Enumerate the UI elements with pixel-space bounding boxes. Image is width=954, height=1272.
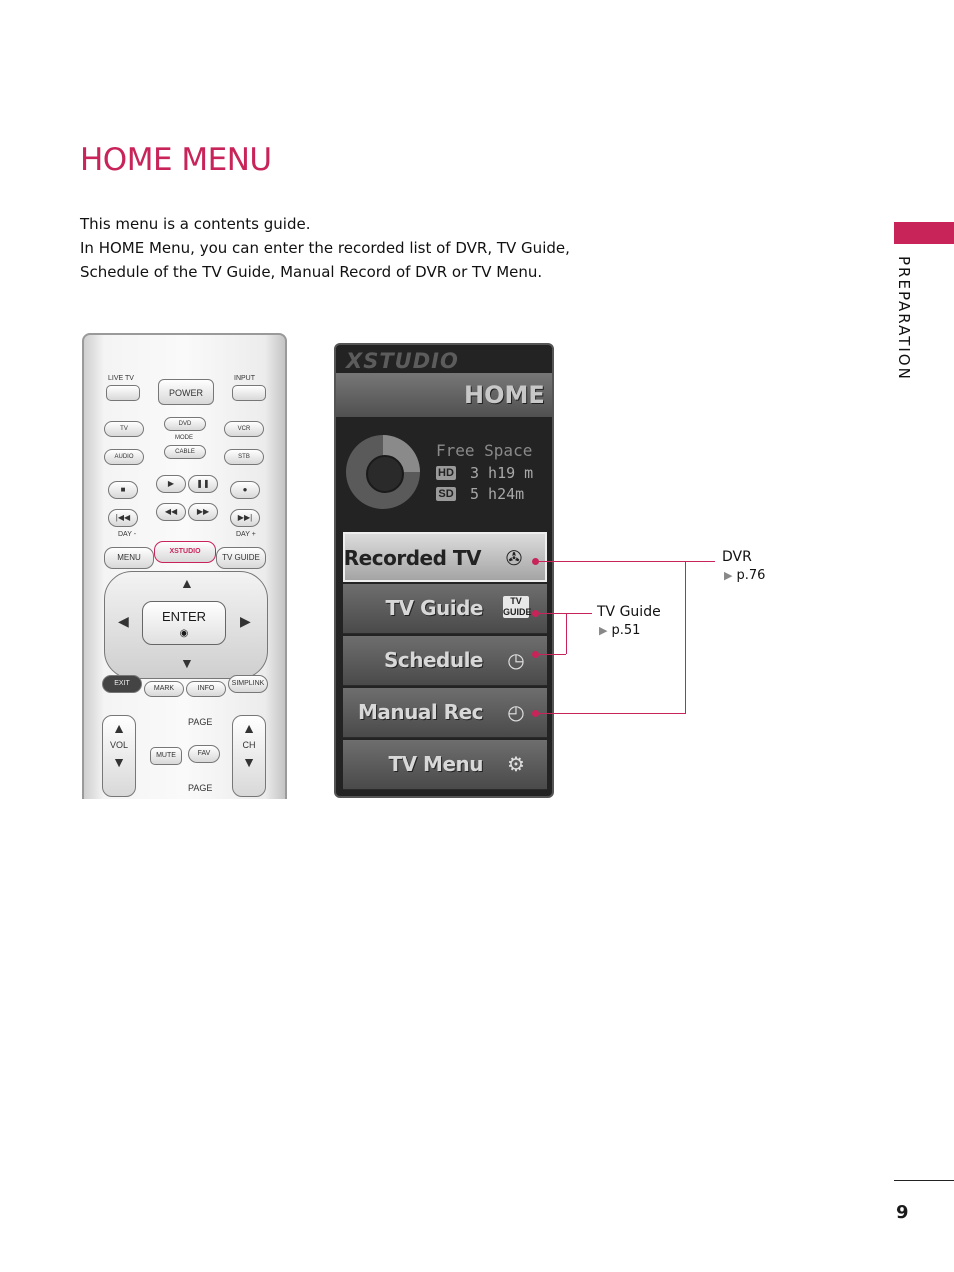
free-space-label: Free Space [436, 441, 533, 460]
volume-down-icon: ▼ [112, 754, 126, 770]
callout-line [536, 713, 685, 714]
stop-icon: ■ [108, 481, 138, 499]
intro-line-2: In HOME Menu, you can enter the recorded list of DVR, TV Guide, [80, 239, 570, 257]
skip-back-icon: |◀◀ [108, 509, 138, 527]
hd-remaining-time: 3 h19 m [470, 464, 534, 482]
rewind-icon: ◀◀ [156, 503, 186, 521]
triangle-right-icon: ▶ [724, 569, 733, 582]
menu-item-recorded-tv[interactable] [343, 532, 547, 582]
channel-up-icon: ▲ [242, 720, 256, 736]
volume-up-icon: ▲ [112, 720, 126, 736]
callout-line [536, 561, 685, 562]
dvr-ref-text: p.76 [736, 568, 766, 583]
power-button: POWER [158, 379, 214, 405]
menu-item-label: TV Guide [385, 596, 483, 620]
vol-label: VOL [109, 740, 128, 750]
tv-mode-button: TV [104, 421, 144, 437]
menu-item-label: Recorded TV [343, 546, 481, 570]
intro-line-1: This menu is a contents guide. [80, 215, 311, 233]
enter-label: ENTER [161, 609, 207, 624]
stb-mode-button: STB [224, 449, 264, 465]
intro-line-3: Schedule of the TV Guide, Manual Record of DVR or TV Menu. [80, 263, 543, 281]
arrow-up-icon: ▲ [180, 575, 194, 591]
input-label: INPUT [234, 375, 255, 382]
vcr-mode-button: VCR [224, 421, 264, 437]
mode-label: MODE [175, 435, 193, 441]
callout-line [685, 561, 686, 714]
channel-down-icon: ▼ [242, 754, 256, 770]
tv-guide-callout-label: TV Guide [597, 604, 661, 620]
arrow-right-icon: ▶ [240, 613, 251, 629]
live-tv-button [106, 385, 140, 401]
section-tab [894, 222, 954, 244]
mute-button: MUTE [150, 747, 182, 765]
tv-guide-ref-text: p.51 [611, 623, 641, 638]
mark-button: MARK [144, 681, 184, 697]
record-icon: ● [230, 481, 260, 499]
ch-label: CH [242, 740, 256, 750]
remote-control-illustration [82, 333, 287, 799]
callout-dot-schedule [532, 651, 539, 658]
exit-button: EXIT [102, 675, 142, 693]
day-minus-label: DAY - [118, 531, 137, 538]
dvr-callout-label: DVR [722, 549, 752, 565]
sd-remaining-time: 5 h24m [470, 485, 525, 503]
clock-record-icon: ◴ [507, 702, 525, 724]
channel-rocker [232, 715, 266, 797]
menu-item-tv-guide[interactable] [343, 584, 547, 634]
callout-line [566, 613, 567, 654]
menu-button: MENU [104, 547, 154, 569]
volume-rocker [102, 715, 136, 797]
audio-mode-button: AUDIO [104, 449, 144, 465]
hd-badge: HD [436, 466, 456, 480]
menu-item-label: Manual Rec [357, 700, 483, 724]
arrow-down-icon: ▼ [180, 655, 194, 671]
menu-item-label: TV Menu [388, 752, 483, 776]
menu-item-schedule[interactable] [343, 636, 547, 686]
menu-item-tv-menu[interactable] [343, 740, 547, 790]
tv-guide-logo-icon: TV GUIDE [503, 596, 532, 617]
film-reel-icon: ✇ [505, 548, 523, 570]
page-down-label: PAGE [188, 783, 213, 793]
pause-icon: ❚❚ [188, 475, 218, 493]
info-button: INFO [186, 681, 226, 697]
skip-forward-icon: ▶▶| [230, 509, 260, 527]
sd-badge: SD [436, 487, 456, 501]
page-number: 9 [896, 1202, 909, 1223]
day-plus-label: DAY + [236, 531, 256, 538]
footer-rule [894, 1180, 954, 1181]
clock-icon: ◷ [507, 650, 525, 672]
play-icon: ▶ [156, 475, 186, 493]
callout-dot-manual-rec [532, 710, 539, 717]
callout-line [536, 613, 592, 614]
fast-forward-icon: ▶▶ [188, 503, 218, 521]
menu-item-manual-rec[interactable] [343, 688, 547, 738]
enter-button: ENTER ◉ [142, 601, 226, 645]
dvd-mode-button: DVD [164, 417, 206, 431]
fav-button: FAV [188, 745, 220, 763]
section-label: PREPARATION [895, 256, 913, 381]
home-title: HOME [464, 381, 545, 409]
xstudio-button: XSTUDIO [154, 541, 216, 563]
simplink-button: SIMPLINK [228, 675, 268, 693]
page-up-label: PAGE [188, 717, 213, 727]
callout-line [536, 654, 566, 655]
xstudio-logo: XSTUDIO [346, 349, 459, 373]
home-menu-screen [334, 343, 554, 798]
tv-guide-page-ref[interactable] [599, 623, 640, 638]
live-tv-label: LIVE TV [108, 375, 134, 382]
triangle-right-icon: ▶ [599, 624, 608, 637]
page-title: HOME MENU [80, 142, 272, 178]
input-button [232, 385, 266, 401]
menu-item-label: Schedule [383, 648, 483, 672]
disk-usage-center [366, 455, 404, 493]
cable-mode-button: CABLE [164, 445, 206, 459]
dvr-page-ref[interactable] [724, 568, 765, 583]
tv-guide-button: TV GUIDE [216, 547, 266, 569]
arrow-left-icon: ◀ [118, 613, 129, 629]
callout-line [685, 561, 715, 562]
gears-icon: ⚙ [507, 754, 525, 776]
